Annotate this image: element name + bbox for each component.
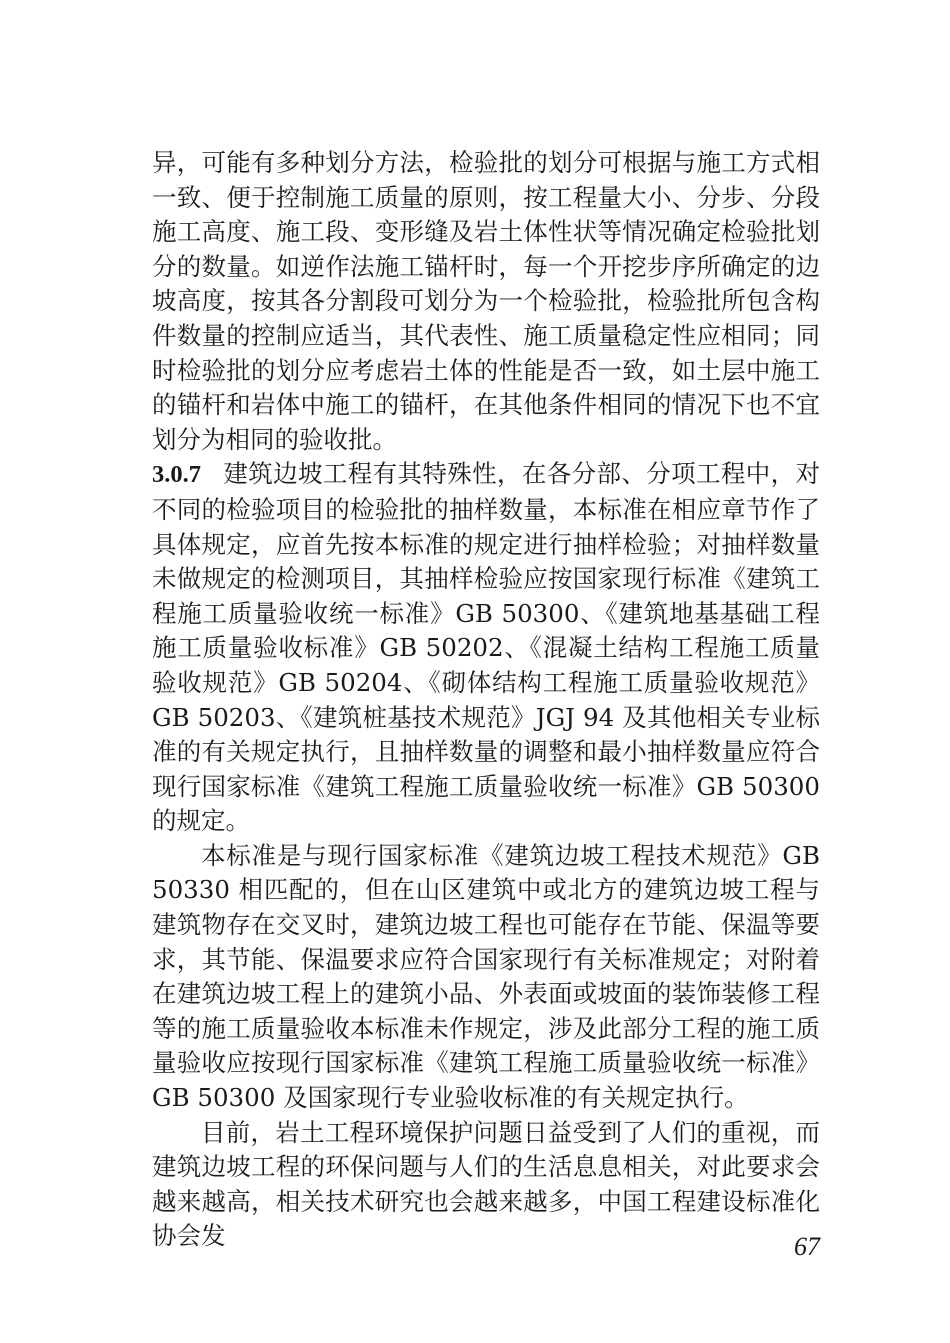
body-text [152, 146, 820, 1254]
clause-text: 建筑边坡工程有其特殊性，在各分部、分项工程中，对不同的检验项目的检验批的抽样数量，本标准在相应章节作了具体规定，应首先按本标准的规定进行抽样检验；对抽样数量未做规定的检测项目，其抽样检验应按国家现行标准《建筑工程施工质量验收统一标准》GB 50300、《建筑地基基础工程施工质量验收标准》GB 50202、《混凝土结构工程施工质量验收规范》GB 50204、《砌体结构工程施工质量验收规范》GB 50203、《建筑桩基技术规范》JGJ 94 及其他相关专业标准的有关规定执行，且抽样数量的调整和最小抽样数量应符合现行国家标准《建筑工程施工质量验收统一标准》GB 50300 的规定。 [152, 459, 820, 836]
environment-paragraph: 目前，岩土工程环境保护问题日益受到了人们的重视，而建筑边坡工程的环保问题与人们的生活息息相关，对此要求会越来越高，相关技术研究也会越来越多，中国工程建设标准化协会发 [152, 1117, 820, 1251]
page-number: 67 [794, 1232, 820, 1261]
clause-paragraph [152, 457, 820, 839]
scope-paragraph: 本标准是与现行国家标准《建筑边坡工程技术规范》GB 50330 相匹配的，但在山区建筑中或北方的建筑边坡工程与建筑物存在交叉时，建筑边坡工程也可能存在节能、保温等要求，其节能、保温要求应符合国家现行有关标准规定；对附着在建筑边坡工程上的建筑小品、外表面或坡面的装饰装修工程等的施工质量验收本标准未作规定，涉及此部分工程的施工质量验收应按现行国家标准《建筑工程施工质量验收统一标准》GB 50300 及国家现行专业验收标准的有关规定执行。 [152, 840, 820, 1113]
continuation-paragraph: 异，可能有多种划分方法，检验批的划分可根据与施工方式相一致、便于控制施工质量的原则，按工程量大小、分步、分段施工高度、施工段、变形缝及岩土体性状等情况确定检验批划分的数量。如逆作法施工锚杆时，每一个开挖步序所确定的边坡高度，按其各分割段可划分为一个检验批，检验批所包含构件数量的控制应适当，其代表性、施工质量稳定性应相同；同时检验批的划分应考虑岩土体的性能是否一致，如土层中施工的锚杆和岩体中施工的锚杆，在其他条件相同的情况下也不宜划分为相同的验收批。 [152, 148, 820, 454]
clause-number: 3.0.7 [152, 461, 201, 489]
